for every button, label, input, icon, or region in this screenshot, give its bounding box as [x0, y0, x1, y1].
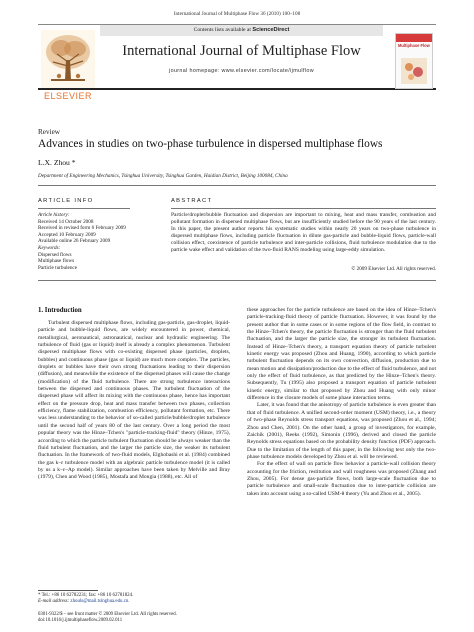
section-heading-introduction: 1. Introduction: [38, 307, 82, 314]
divider: [38, 208, 130, 209]
keyword: Multiphase flows: [38, 258, 75, 265]
article-history: [38, 212, 166, 245]
divider: [38, 280, 436, 281]
article-info-heading: ARTICLE INFO: [38, 198, 94, 204]
divider: [171, 208, 436, 209]
email-link[interactable]: zhouls@mail.tsinghua.edu.cn.: [70, 599, 130, 605]
paragraph: Turbulent dispersed multiphase flows, including gas-particle, gas-droplet, liquid-particle and bubble-liquid flows, are widely encountered in power, chemical, metallurgical, aeronautical, astronautical, nuclear and hydraulic engineering. The turbulence of fluid (gas or liquid) itself is already a complex phenomenon. Turbulent dispersed multiphase flows with co-existing dispersed phase (particles, droplets, bubbles) and continuous phase (gas or liquid) are much more complex. The particles, droplets or bubbles have their own strong fluctuations leading to their dispersion (diffusion), and meanwhile the existence of the dispersed phases will cause the change (modification) of the fluid turbulence. There are strong turbulence interactions between the dispersed and continuous phases. The turbulent fluctuation of the dispersed phase will affect its mixing with the continuous phase, hence has important effect on the pressure drop, heat and mass transfer between two phases, collection efficiency, flame stabilization, combustion efficiency, pollutant formation, etc. There was less understanding to the behavior of so-called particle/bubble/droplet turbulence until the second half of years 80 of the last century. Over a long period the most popular theory was the Hinze–Tchen's "particle-tracking-fluid" theory (Hinze, 1975), according to which the particle turbulent fluctuation should be always weaker than the fluid turbulent fluctuation, and the larger the particle size, the weaker its turbulent fluctuation. In the framework of two-fluid models, Elghobashi et al. (1984) combined the gas k–ε turbulence model with an algebraic particle turbulence model (it is called by us a k–ε–Ap model). Similar approaches have been taken by Melville and Bray (1979), Chen and Wood (1985), Mostafa and Mongia (1988), etc. All of: [38, 320, 230, 481]
contents-banner: [100, 25, 383, 36]
history-item: Received 14 October 2008: [38, 218, 94, 225]
publisher-logo-text: ELSEVIER: [43, 91, 93, 101]
paragraph: these approaches for the particle turbulence are based on the idea of Hinze–Tchen's particle-tracking-fluid theory of particle fluctuation. However, it was found by the present author that in some cases or in some regions of the flow field, in contrast to the Hinze–Tchen's theory, the particle fluctuation is stronger than the fluid turbulent fluctuation, and the larger the particle size, the stronger its turbulent fluctuation. Instead of Hinze–Tchen's theory, a transport equation theory of particle turbulent kinetic energy was proposed (Zhou and Huang, 1990), according to which particle turbulent fluctuation depends on its own convection, diffusion, production due to mean motion and dissipation/production due to the effect of fluid turbulence, and not only the effect of fluid turbulence, as that predicted by the Hinze–Tchen's theory. Subsequently, Tu (1995) also proposed a transport equation of particle turbulent kinetic energy, similar to that proposed by Zhou and Huang with only minor difference in the closure models of some phase interaction terms.: [247, 307, 436, 402]
abstract-heading: ABSTRACT: [171, 198, 213, 204]
history-item: Received in revised form 6 February 2009: [38, 225, 126, 232]
divider: [38, 185, 436, 186]
issn-line: 0301-9322/$ – see front matter © 2009 Elsevier Ltd. All rights reserved.: [38, 612, 177, 617]
affiliation: Department of Engineering Mechanics, Tsinghua University, Tsinghua Garden, Haidian District, Beijing 100084, China: [38, 173, 288, 179]
email-label: E-mail address:: [38, 599, 71, 605]
keyword: Particle turbulence: [38, 264, 78, 271]
keywords: [38, 245, 166, 271]
journal-title: International Journal of Multiphase Flow: [122, 43, 361, 59]
journal-homepage[interactable]: journal homepage: www.elsevier.com/locate/ijmulflow: [169, 68, 314, 74]
corresponding-author-note: * Tel.: +86 10 62782231; fax: +86 10 62781824.: [38, 593, 134, 598]
article-section-label: Review: [38, 128, 60, 136]
abstract-copyright: © 2009 Elsevier Ltd. All rights reserved.: [351, 266, 436, 272]
journal-cover-thumbnail[interactable]: [395, 33, 433, 89]
keywords-label: Keywords:: [38, 245, 61, 251]
cover-art-icon: [401, 58, 427, 84]
left-column: [38, 320, 230, 482]
cover-band: [396, 34, 432, 42]
elsevier-tree-logo-icon: [41, 30, 95, 88]
footnote-rule: [38, 590, 98, 591]
paragraph: Later, it was found that the anisotropy of particle turbulence is even greater than that of fluid turbulence. A unified second-order moment (USM) theory, i.e., a theory of two-phase Reynolds stress transport equations, was proposed (Zhou et al., 1994; Zhou and Chen, 2001). On the other hand, a group of investigators, for example, Zaichik (2001), Reeks (1992), Simonin (1996), derived and closed the particle Reynolds stress equations based on the probability density function (PDF) approach. Due to the limitation of the length of this paper, in the following text only the two-phase turbulence models developed by Zhou et al. will be reviewed.: [247, 402, 436, 460]
footer-meta: [38, 612, 238, 624]
history-label: Article history:: [38, 212, 70, 218]
email-line: [38, 599, 230, 605]
keyword: Dispersed flows: [38, 251, 72, 258]
right-column: [247, 307, 436, 498]
sciencedirect-link[interactable]: ScienceDirect: [252, 27, 290, 33]
paragraph: For the effect of wall on particle flow behavior a particle-wall collision theory accounting for the friction, restitution and wall roughness was proposed (Zhang and Zhou, 2005). For dense gas-particle flows, both large-scale fluctuation due to particle turbulence and small-scale fluctuation due to inter-particle collision are taken into account using a so-called USM-θ theory (Yu and Zhou et al., 2005).: [247, 461, 436, 497]
contents-prefix: Contents lists available at: [193, 27, 253, 33]
abstract-text: Particle/droplet/bubble fluctuation and dispersion are important to mixing, heat and mass transfer, combustion and pollutant formation in dispersed multiphase flows, but are insufficiently studied before the 90 years of the last century. In this paper, the present author reports his systematic studies within nearly 20 years on two-phase turbulence in dispersed multiphase flows, including particle fluctuation in dilute gas-particle and bubble-liquid flows, particle-wall collision effect, coexistence of particle turbulence and inter-particle collisions, fluid turbulence modulation due to the particle wake effect and validation of the two-fluid RANS modeling using large-eddy simulation.: [171, 212, 436, 253]
history-item: Accepted 10 February 2009: [38, 231, 96, 238]
doi-link[interactable]: doi:10.1016/j.ijmultiphaseflow.2009.02.011: [38, 618, 123, 623]
journal-citation: International Journal of Multiphase Flow 36 (2010) 100–108: [173, 11, 301, 17]
paper-title: Advances in studies on two-phase turbulence in dispersed multiphase flows: [38, 138, 383, 150]
authors[interactable]: L.X. Zhou *: [38, 158, 76, 167]
history-item: Available online 26 February 2009: [38, 238, 111, 245]
footnote: [38, 593, 230, 605]
cover-title: Multiphase Flow: [398, 43, 430, 48]
